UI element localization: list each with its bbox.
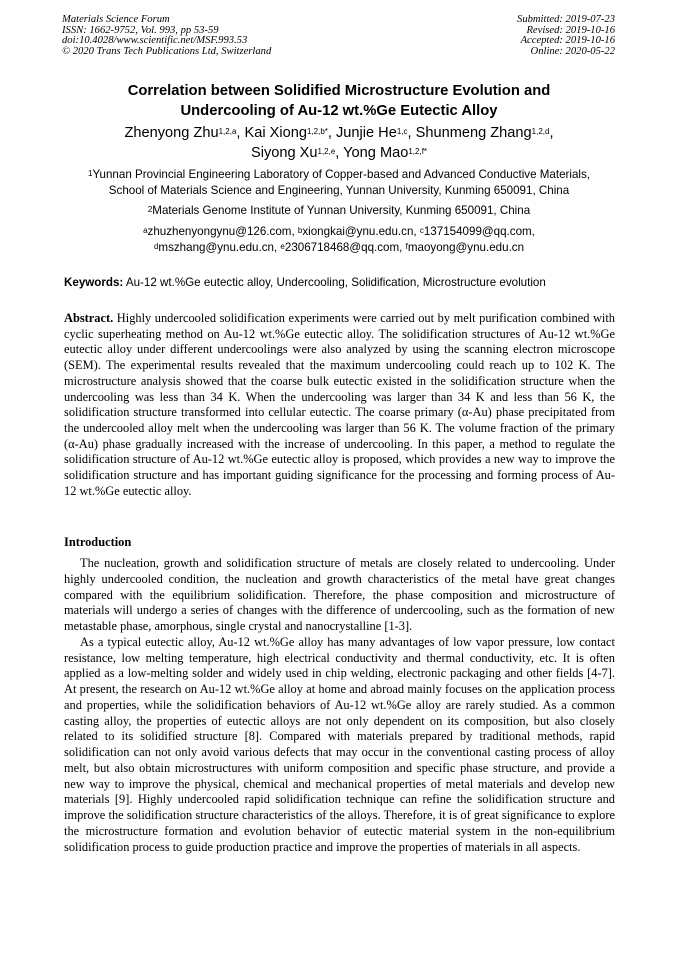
accepted-date: Accepted: 2019-10-16 — [520, 35, 615, 47]
email-link[interactable]: 2306718468@qq.com, — [284, 241, 403, 254]
affiliation-1-line-2: School of Materials Science and Engineering, Yunnan University, Kunming 650091, China — [108, 184, 570, 197]
author-affil-sup: 1,2,f* — [408, 147, 428, 156]
title-line-2: Undercooling of Au-12 wt.%Ge Eutectic Alloy — [180, 103, 498, 119]
email-link[interactable]: 137154099@qq.com, — [423, 225, 535, 238]
abstract-label: Abstract. — [64, 311, 114, 325]
email-link[interactable]: xiongkai@ynu.edu.cn, — [302, 225, 417, 238]
author-name: Junjie He — [336, 125, 397, 141]
introduction-body — [64, 556, 615, 855]
affiliation-text: Materials Genome Institute of Yunnan University, Kunming 650091, China — [152, 204, 531, 217]
author-affil-sup: 1,c — [396, 127, 408, 136]
author-list — [30, 123, 648, 163]
email-sup: e — [280, 242, 285, 251]
doi[interactable]: doi:10.4028/www.scientific.net/MSF.993.53 — [62, 35, 248, 47]
author-name: Shunmeng Zhang — [415, 125, 532, 141]
author-name: Yong Mao — [343, 145, 409, 161]
author-affil-sup: 1,2,d — [531, 127, 550, 136]
author-affil-sup: 1,2,a — [218, 127, 237, 136]
keywords-text: Au-12 wt.%Ge eutectic alloy, Undercooling, Solidification, Microstructure evolution — [125, 276, 546, 289]
email-sup: d — [153, 242, 159, 251]
author-affil-sup: 1,2,e — [317, 147, 336, 156]
introduction-paragraph-2: As a typical eutectic alloy, Au-12 wt.%Ge alloy has many advantages of low vapor pressure, low contact resistance, low melting temperature, high electrical conductivity and thermal conductivity, etc. It is often applied as a low-melting solder and widely used in chip welding, electronic packaging and other fields [4-7]. At present, the research on Au-12 wt.%Ge alloy at home and abroad mainly focuses on the application process and properties, while the solidification behaviors of Au-12 wt.%Ge alloy are rarely studied. As a common casting alloy, the properties of eutectic alloys are not only dependent on its composition, but also closely related to its solidified structure [8]. Compared with materials prepared by traditional methods, rapid solidification can not only avoid various defects that may occur in the conventional casting process of alloy melt, but also obtain microstructures with uniform composition and specific phase structure, and provide a new way to improve the physical, chemical and mechanical properties of metal materials and develop new materials [9]. Highly undercooled rapid solidification technique can refine the solidification structure and improve the solidification structure characteristics of the alloys. Therefore, it is of great significance to explore the microstructure formation and evolution behavior of eutectic material system in the non-equilibrium solidification process to guide production practice and improve the properties of materials in all aspects. — [64, 634, 615, 854]
online-date: Online: 2020-05-22 — [530, 45, 615, 57]
email-link[interactable]: maoyong@ynu.edu.cn — [407, 241, 525, 254]
copyright: © 2020 Trans Tech Publications Ltd, Switzerland — [62, 45, 272, 57]
affiliation-text: Yunnan Provincial Engineering Laboratory of Copper-based and Advanced Conductive Materials, — [92, 168, 590, 181]
email-link[interactable]: mszhang@ynu.edu.cn, — [158, 241, 278, 254]
email-line-1 — [40, 224, 638, 240]
author-line-1: Zhenyong Zhu$^{1,2,a}$, Kai Xiong$^{1,2,b*}$, Junjie He$^{1,c}$, Shunmeng Zhang$^{1,2,d}$, — [124, 125, 554, 141]
affiliation-2 — [40, 203, 638, 219]
journal-info — [62, 15, 271, 57]
publication-dates — [517, 15, 615, 57]
author-line-2: Siyong Xu$^{1,2,e}$, Yong Mao$^{1,2,f*}$ — [250, 145, 428, 161]
revised-date: Revised: 2019-10-16 — [526, 24, 615, 36]
author-emails — [40, 224, 638, 256]
affiliation-sup: 2 — [147, 205, 153, 214]
author-name: Zhenyong Zhu — [124, 125, 219, 141]
abstract-text: Highly undercooled solidification experiments were carried out by melt purification combined with cyclic superheating method on Au-12 wt.%Ge eutectic alloy. The solidification structures of Au-12 wt.%Ge eutectic alloy under different undercoolings were also analyzed by using the scanning electron microscope (SEM). The experimental results revealed that the maximum undercooling could reach up to 102 K. The microstructure analysis showed that the coarse bulk eutectic existed in the solidification structure when the undercooling was less than 34 K. When the undercooling was larger than 34 K and less than 56 K, the solidification structure transformed into cellular eutectic. The coarse primary (α-Au) phase precipitated from the undercooled alloy melt when the undercooling was larger than 56 K. The volume fraction of the primary (α-Au) phase gradually increased with the increase of undercooling. In this paper, a method to regulate the solidification structure of Au-12 wt.%Ge eutectic alloy is proposed, which provides a new way to improve the solidification structure and has important guiding significance for the processing and forming process of Au-12 wt.%Ge eutectic alloy. — [64, 311, 615, 498]
keywords — [64, 275, 616, 290]
email-sup: f — [405, 242, 408, 251]
author-name: Kai Xiong — [244, 125, 307, 141]
affiliation-1 — [40, 167, 638, 199]
email-sup: a — [143, 226, 148, 235]
email-sup: b — [297, 226, 303, 235]
affiliation-sup: 1 — [87, 169, 93, 178]
journal-name: Materials Science Forum — [62, 14, 170, 25]
keywords-label: Keywords: — [64, 276, 124, 289]
title-line-1: Correlation between Solidified Microstructure Evolution and — [127, 83, 551, 99]
affiliation-1-line-1 — [40, 167, 638, 183]
author-affil-sup: 1,2,b* — [306, 127, 328, 136]
submitted-date: Submitted: 2019-07-23 — [517, 14, 615, 25]
issn: ISSN: 1662-9752, Vol. 993, pp 53-59 — [62, 24, 219, 36]
paper-title — [40, 81, 638, 121]
author-name: Siyong Xu — [250, 145, 318, 161]
email-sup: c — [419, 226, 424, 235]
abstract — [64, 311, 615, 499]
introduction-heading: Introduction — [64, 535, 132, 549]
introduction-paragraph-1: The nucleation, growth and solidification structure of metals are closely related to undercooling. Under highly undercooled condition, the nucleation and growth characteristics of the metal have great changes compared with the equilibrium solidification. Therefore, the phase composition and microstructure of materials will undergo a series of changes with the difference of undercooling, such as the formation of new metastable phase, amorphous, single crystal and nanocrystalline [1-3]. — [64, 556, 615, 633]
email-link[interactable]: zhuzhenyongynu@126.com, — [147, 225, 295, 238]
email-line-2 — [40, 240, 638, 256]
